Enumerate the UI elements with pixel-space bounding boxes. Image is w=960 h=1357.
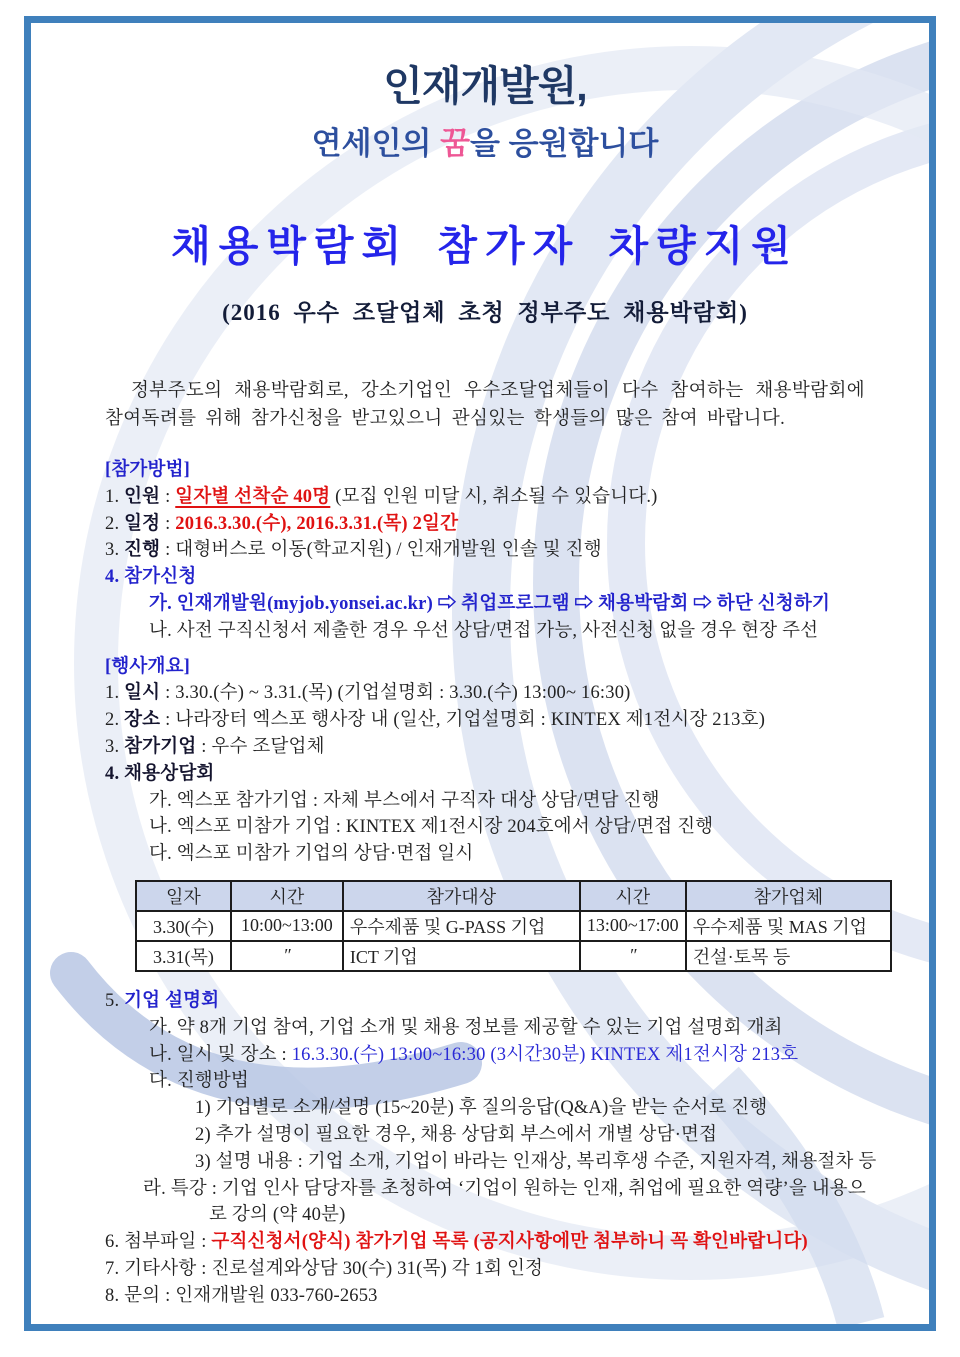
intro-paragraph: 정부주도의 채용박람회로, 강소기업인 우수조달업체들이 다수 참여하는 채용박람회에 참여독려를 위해 참가신청을 받고있으니 관심있는 학생들의 많은 참여 바랍니다. (105, 381, 865, 429)
item-label: 일시 (124, 683, 161, 704)
table-cell-time: 13:00~17:00 (580, 911, 686, 941)
org-title: 인재개발원, (383, 63, 587, 109)
table-header-row (136, 881, 891, 911)
item-number: 1. (105, 683, 125, 704)
table-cell-ditto: ″ (231, 941, 343, 971)
overview-item-4-head: 4. 채용상담회 (105, 763, 215, 784)
briefing-na-label: 나. 일시 및 장소 : (149, 1044, 292, 1065)
table-header-company: 참가업체 (686, 881, 891, 911)
item-label: 진행 (124, 540, 161, 561)
overview-item-4-da: 다. 엑스포 미참가 기업의 상담·면접 일시 (149, 844, 474, 865)
sub-title: (2016 우수 조달업체 초청 정부주도 채용박람회) (222, 300, 748, 325)
table-row (136, 911, 891, 941)
table-row (136, 941, 891, 971)
briefing-da: 다. 진행방법 (149, 1071, 250, 1092)
overview-item-4-ga: 가. 엑스포 참가기업 : 자체 부스에서 구직자 대상 상담/면담 진행 (149, 790, 660, 811)
section-heading-methods: [참가방법] (105, 460, 191, 480)
table-cell-target: 우수제품 및 G-PASS 기업 (343, 911, 580, 941)
footer-item-6-label: 6. 첨부파일 : (105, 1232, 212, 1253)
briefing-step-1: 1) 기업별로 소개/설명 (15~20분) 후 질의응답(Q&A)을 받는 순서로 진행 (195, 1098, 768, 1119)
slogan-prefix: 연세인의 (311, 126, 441, 161)
main-title: 채용박람회 참가자 차량지원 (171, 223, 799, 269)
table-cell-company: 우수제품 및 MAS 기업 (686, 911, 891, 941)
item-number: 2. (105, 710, 125, 731)
briefing-ra-line-1: 라. 특강 : 기업 인사 담당자를 초청하여 ‘기업이 원하는 인재, 취업에 필요한 역량’을 내용으 (143, 1178, 866, 1199)
highlight-first-come: 일자별 선착순 40명 (175, 486, 331, 507)
item-label: 참가기업 (124, 736, 197, 757)
attachment-warning-red: 구직신청서(양식) 참가기업 목록 (공지사항에만 첨부하니 꼭 확인바랍니다) (211, 1232, 808, 1253)
briefing-step-3: 3) 설명 내용 : 기업 소개, 기업이 바라는 인재상, 복리후생 수준, 지원자격, 채용절차 등 (195, 1151, 877, 1172)
table-header-date: 일자 (136, 881, 231, 911)
item-label: 일정 (124, 513, 161, 534)
dream-highlight: 꿈 (440, 126, 471, 161)
consultation-schedule-table (135, 880, 892, 972)
item-label: 인원 (124, 486, 161, 507)
table-header-time-am: 시간 (231, 881, 343, 911)
briefing-na (105, 1042, 865, 1069)
section-heading-overview: [행사개요] (105, 656, 191, 677)
item-text: 3.30.(수) ~ 3.31.(목) (기업설명회 : 3.30.(수) 13:00~ 16:30) (175, 683, 631, 704)
item-separator: : (160, 540, 176, 561)
briefing-ga: 가. 약 8개 기업 참여, 기업 소개 및 채용 정보를 제공할 수 있는 기업 설명회 개최 (149, 1017, 783, 1038)
methods-item-1 (105, 484, 865, 511)
item-separator: : (160, 513, 176, 534)
item-number: 1. (105, 486, 125, 507)
overview-item-4-na: 나. 엑스포 미참가 기업 : KINTEX 제1전시장 204호에서 상담/면접 진행 (149, 817, 714, 838)
briefing-head-label: 기업 설명회 (124, 990, 220, 1011)
overview-item-1 (105, 680, 865, 707)
footer-item-8: 8. 문의 : 인재개발원 033-760-2653 (105, 1285, 378, 1306)
methods-item-3 (105, 537, 865, 564)
item-label: 장소 (124, 710, 161, 731)
footer-item-6 (105, 1229, 865, 1256)
table-cell-date: 3.30(수) (136, 911, 231, 941)
item-number: 3. (105, 540, 125, 561)
application-path-line: 가. 인재개발원(myjob.yonsei.ac.kr) ⇨ 취업프로그램 ⇨ 채용박람회 ⇨ 하단 신청하기 (149, 593, 831, 614)
overview-item-2 (105, 707, 865, 734)
table-cell-target: ICT 기업 (343, 941, 580, 971)
methods-item-4-head: 4. 참가신청 (105, 567, 197, 588)
slogan (105, 118, 865, 163)
item-number: 2. (105, 513, 125, 534)
item-separator: : (160, 710, 176, 731)
table-header-time-pm: 시간 (580, 881, 686, 911)
methods-item-2 (105, 511, 865, 538)
footer-item-7: 7. 기타사항 : 진로설계와상담 30(수) 31(목) 각 1회 인정 (105, 1258, 544, 1279)
item-separator: : (196, 736, 212, 757)
item-text: 우수 조달업체 (211, 736, 325, 757)
briefing-step-2: 2) 추가 설명이 필요한 경우, 채용 상담회 부스에서 개별 상담·면접 (195, 1124, 718, 1145)
table-header-target: 참가대상 (343, 881, 580, 911)
slogan-suffix: 을 응원합니다 (470, 126, 659, 161)
item-rest: (모집 인원 미달 시, 취소될 수 있습니다.) (330, 486, 658, 507)
methods-item-4-na: 나. 사전 구직신청서 제출한 경우 우선 상담/면접 가능, 사전신청 없을 경우 현장 주선 (149, 620, 819, 641)
table-cell-company: 건설·토목 등 (686, 941, 891, 971)
briefing-head (105, 988, 865, 1015)
table-cell-date: 3.31(목) (136, 941, 231, 971)
item-text: 나라장터 엑스포 행사장 내 (일산, 기업설명회 : KINTEX 제1전시장 213호) (175, 710, 766, 731)
page-frame (24, 16, 936, 1331)
overview-item-3 (105, 734, 865, 761)
schedule-dates-red: 2016.3.30.(수), 2016.3.31.(목) 2일간 (175, 513, 459, 534)
item-text: 대형버스로 이동(학교지원) / 인재개발원 인솔 및 진행 (175, 540, 602, 561)
item-number: 3. (105, 736, 125, 757)
item-number: 5. (105, 990, 125, 1011)
item-separator: : (160, 683, 176, 704)
table-cell-ditto: ″ (580, 941, 686, 971)
table-cell-time: 10:00~13:00 (231, 911, 343, 941)
briefing-na-value: 16.3.30.(수) 13:00~16:30 (3시간30분) KINTEX 제1전시장 213호 (291, 1044, 799, 1065)
briefing-ra-line-2: 로 강의 (약 40분) (209, 1205, 346, 1226)
item-separator: : (160, 486, 176, 507)
document-content (31, 53, 929, 1310)
